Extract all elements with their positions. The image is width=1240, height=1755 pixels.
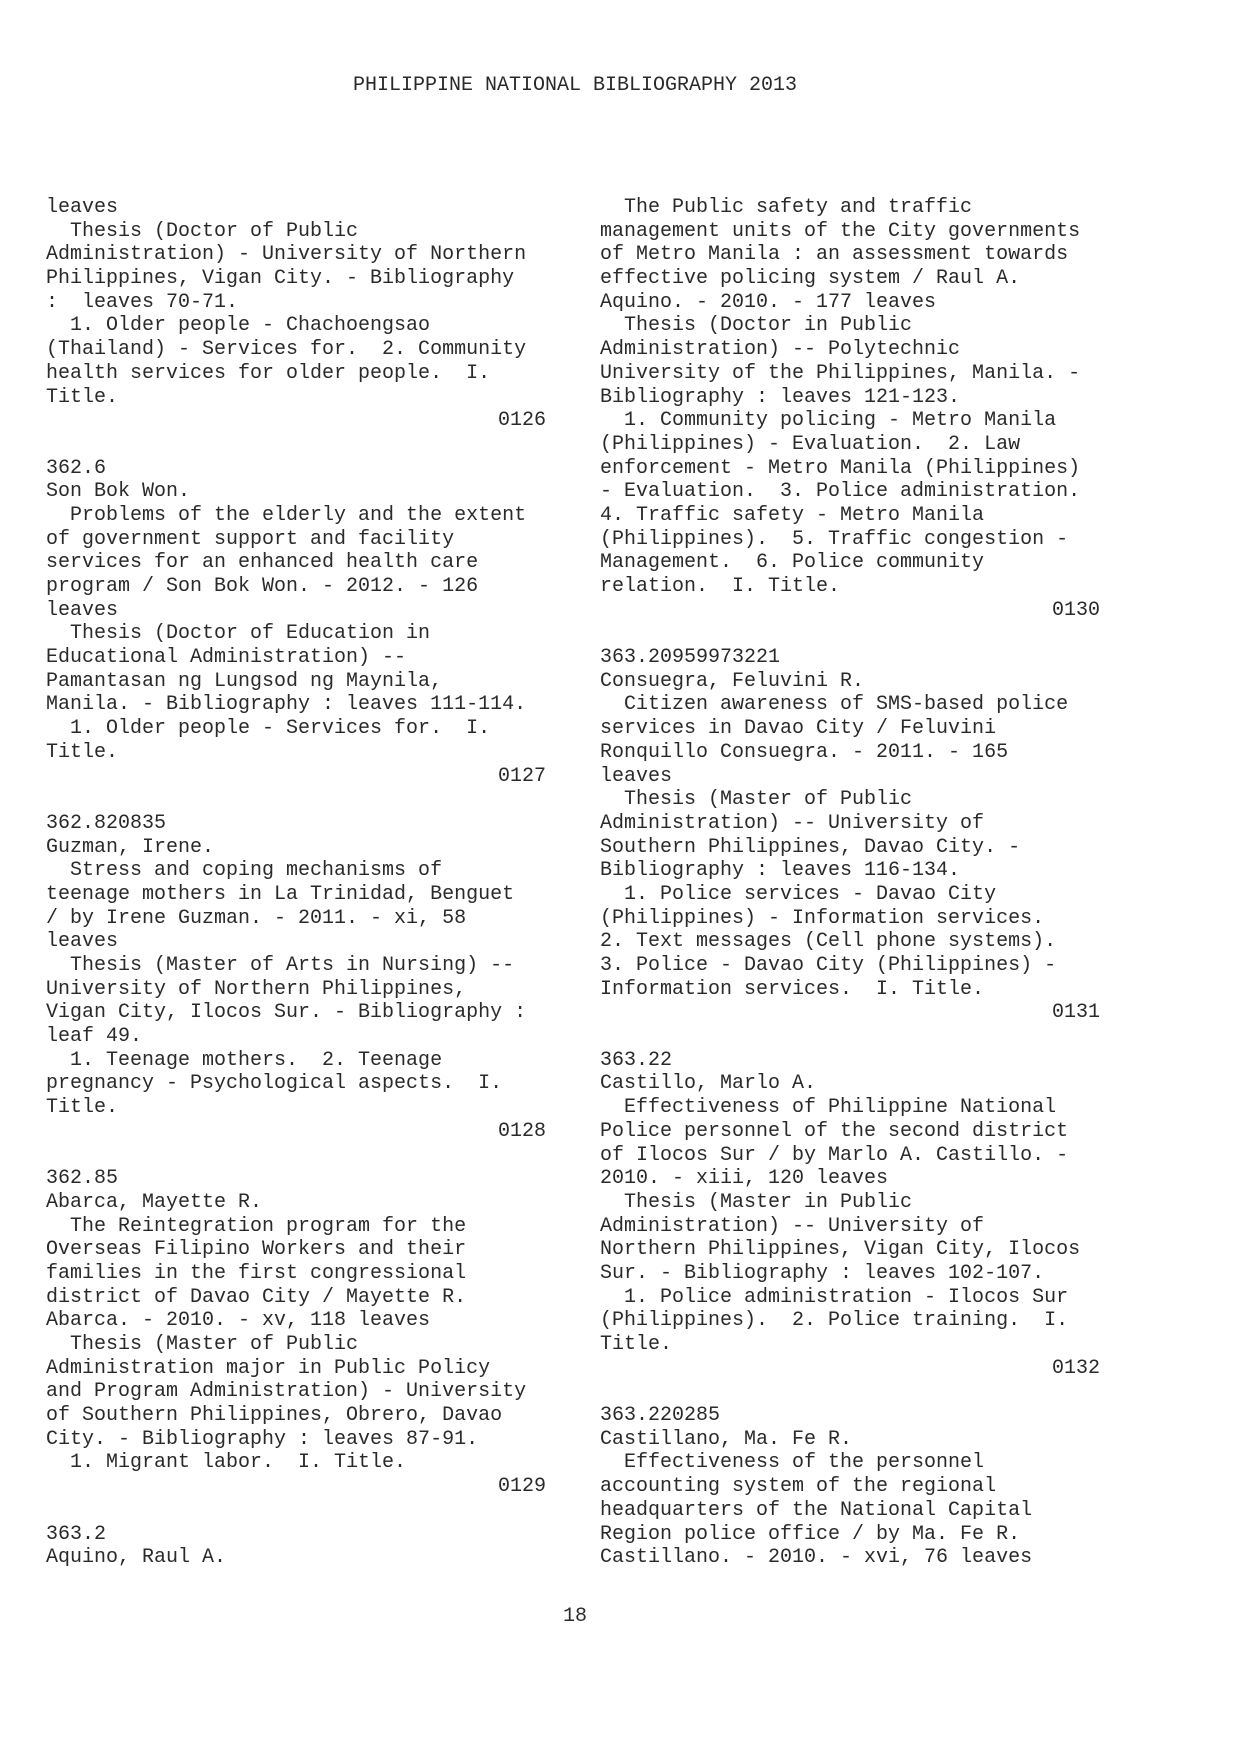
entry-line: Manila. - Bibliography : leaves 111-114. [46,693,527,717]
entry-line: teenage mothers in La Trinidad, Benguet [46,882,515,906]
entry-line: 1. Teenage mothers. 2. Teenage [46,1048,443,1072]
entry-number: 0129 [497,1475,546,1499]
entry-line: 4. Traffic safety - Metro Manila [600,503,985,527]
entry-line: Citizen awareness of SMS-based police [600,693,1069,717]
entry-number: 0130 [1051,598,1100,622]
entry-line: : leaves 70-71. [46,290,239,314]
entry-line: of Southern Philippines, Obrero, Davao [46,1404,503,1428]
entry-number: 0131 [1051,1001,1100,1025]
entry-line: 2. Text messages (Cell phone systems). [600,930,1057,954]
entry-spacer [46,788,546,812]
entry-line: Guzman, Irene. [46,835,215,859]
entry-line: of government support and facility [46,527,455,551]
entry-line: (Philippines) - Information services. [600,906,1045,930]
entry-line: Vigan City, Ilocos Sur. - Bibliography : [46,1001,527,1025]
entry-line: Effectiveness of Philippine National [600,1096,1057,1120]
entry-line: The Public safety and traffic [600,196,973,219]
entry-line: 363.220285 [600,1404,721,1428]
entry-spacer [46,1499,546,1523]
entry-line: Castillano. - 2010. - xvi, 76 leaves [600,1546,1033,1570]
entry-line: program / Son Bok Won. - 2012. - 126 [46,575,479,598]
entry-line: leaf 49. [46,1025,143,1049]
entry-line: 1. Migrant labor. I. Title. [46,1451,407,1475]
entry-line: Administration) -- University of [600,1214,985,1238]
entry-line: leaves [600,764,673,788]
entry-line: 1. Older people - Chachoengsao [46,314,431,338]
entry-line: City. - Bibliography : leaves 87-91. [46,1427,479,1451]
entry-line: The Reintegration program for the [46,1214,467,1238]
entry-line: Problems of the elderly and the extent [46,503,527,527]
entry-line: Sur. - Bibliography : leaves 102-107. [600,1261,1045,1285]
entry-line: (Philippines). 2. Police training. I. [600,1309,1069,1333]
entry-line: 1. Police administration - Ilocos Sur [600,1285,1069,1309]
entry-line: 363.22 [600,1048,673,1072]
entry-line: Administration major in Public Policy [46,1356,491,1380]
entry-line: relation. I. Title. [600,575,841,598]
entry-line: / by Irene Guzman. - 2011. - xi, 58 [46,906,467,930]
entry-line: services for an enhanced health care [46,551,479,575]
entry-line: Administration) -- University of [600,811,985,835]
entry-line: effective policing system / Raul A. [600,267,1021,291]
entry-line: Thesis (Master of Public [600,788,913,812]
entry-line: Overseas Filipino Workers and their [46,1238,467,1262]
entry-line: Thesis (Master in Public [600,1190,913,1214]
entry-line: Thesis (Doctor in Public [600,314,913,338]
entry-number: 0128 [497,1119,546,1143]
entry-line: Ronquillo Consuegra. - 2011. - 165 [600,740,1009,764]
entry-line: of Metro Manila : an assessment towards [600,243,1069,267]
entry-line: Administration) -- Polytechnic [600,338,961,362]
entry-line: of Ilocos Sur / by Marlo A. Castillo. - [600,1143,1069,1167]
entry-line: Title. [46,1096,119,1120]
entry-line: Northern Philippines, Vigan City, Ilocos [600,1238,1081,1262]
entry-line: 363.2 [46,1522,107,1546]
entry-line: 1. Police services - Davao City [600,882,997,906]
entry-line: 362.85 [46,1167,119,1191]
right-column [600,196,1100,1570]
entry-line: Title. [46,385,119,409]
entry-line: Southern Philippines, Davao City. - [600,835,1021,859]
entry-line: Thesis (Doctor of Public [46,219,359,243]
entry-line: leaves [46,598,119,622]
entry-line: Information services. I. Title. [600,977,985,1001]
entry-line: Region police office / by Ma. Fe R. [600,1522,1021,1546]
entry-line: Castillano, Ma. Fe R. [600,1427,853,1451]
entry-line: Aquino. - 2010. - 177 leaves [600,290,937,314]
entry-number: 0126 [497,409,546,433]
entry-line: Abarca. - 2010. - xv, 118 leaves [46,1309,431,1333]
entry-line: Bibliography : leaves 116-134. [600,859,961,883]
entry-line: Consuegra, Feluvini R. [600,669,865,693]
entry-line: Effectiveness of the personnel [600,1451,985,1475]
entry-line: leaves [46,930,119,954]
entry-line: Police personnel of the second district [600,1119,1069,1143]
entry-line: 362.820835 [46,811,167,835]
entry-line: Castillo, Marlo A. [600,1072,817,1096]
page-title: PHILIPPINE NATIONAL BIBLIOGRAPHY 2013 [352,74,798,97]
entry-line: enforcement - Metro Manila (Philippines) [600,456,1081,480]
entry-line: Philippines, Vigan City. - Bibliography [46,267,515,291]
entry-line: 363.20959973221 [600,646,781,670]
entry-line: district of Davao City / Mayette R. [46,1285,467,1309]
entry-line: Title. [46,740,119,764]
entry-line: 3. Police - Davao City (Philippines) - [600,954,1057,977]
entry-line: 2010. - xiii, 120 leaves [600,1167,889,1191]
entry-line: University of Northern Philippines, [46,977,467,1001]
entry-line: headquarters of the National Capital [600,1498,1033,1522]
entry-line: Thesis (Master of Public [46,1333,359,1356]
entry-spacer [600,1025,1100,1049]
page-number: 18 [562,1605,587,1628]
entry-number: 0127 [497,764,546,788]
entry-line: - Evaluation. 3. Police administration. [600,480,1081,504]
entry-line: 362.6 [46,456,107,480]
entry-spacer [600,622,1100,646]
entry-line: Management. 6. Police community [600,551,985,575]
left-column [46,196,546,1570]
entry-line: Title. [600,1333,673,1356]
entry-line: health services for older people. I. [46,361,491,385]
entry-line: (Thailand) - Services for. 2. Community [46,338,527,362]
entry-line: Stress and coping mechanisms of [46,859,443,883]
entry-line: (Philippines). 5. Traffic congestion - [600,527,1069,551]
entry-line: management units of the City governments [600,219,1081,243]
entry-line: Bibliography : leaves 121-123. [600,385,961,409]
entry-line: and Program Administration) - University [46,1380,527,1404]
entry-line: leaves [46,196,119,219]
entry-line: Thesis (Master of Arts in Nursing) -- [46,954,515,977]
entry-line: pregnancy - Psychological aspects. I. [46,1072,503,1096]
entry-line: University of the Philippines, Manila. - [600,361,1081,385]
entry-line: Abarca, Mayette R. [46,1190,263,1214]
entry-line: Administration) - University of Northern [46,243,527,267]
entry-spacer [46,433,546,457]
entry-line: (Philippines) - Evaluation. 2. Law [600,432,1021,456]
entry-line: 1. Older people - Services for. I. [46,717,491,741]
entry-line: 1. Community policing - Metro Manila [600,409,1057,433]
entry-line: Aquino, Raul A. [46,1546,227,1570]
entry-line: Son Bok Won. [46,480,191,504]
entry-number: 0132 [1051,1356,1100,1380]
entry-line: accounting system of the regional [600,1475,997,1499]
entry-line: Educational Administration) -- [46,646,407,670]
entry-line: Thesis (Doctor of Education in [46,622,431,646]
entry-line: families in the first congressional [46,1261,467,1285]
entry-line: services in Davao City / Feluvini [600,717,997,741]
entry-line: Pamantasan ng Lungsod ng Maynila, [46,669,443,693]
entry-spacer [600,1380,1100,1404]
entry-spacer [46,1144,546,1168]
